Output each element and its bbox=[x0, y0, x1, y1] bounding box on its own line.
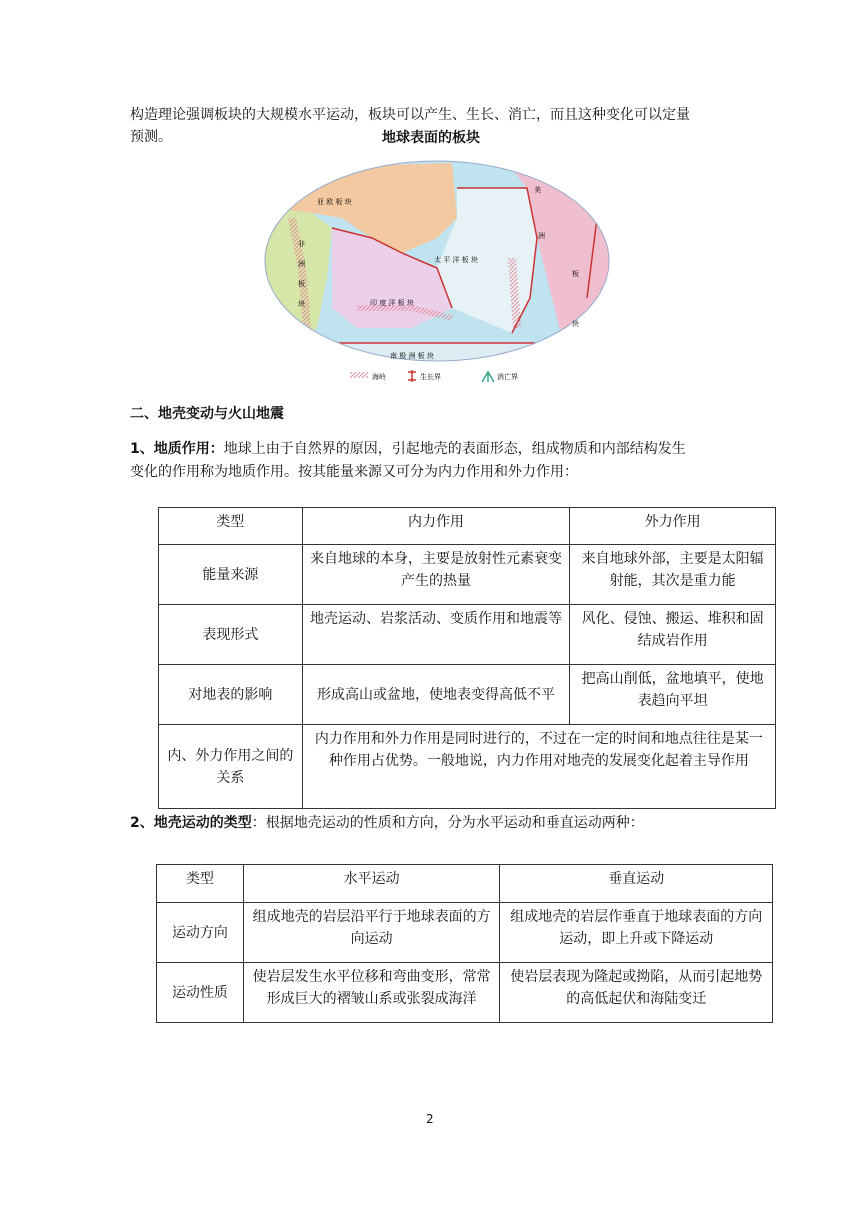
table-row bbox=[159, 725, 776, 809]
geologic-action-table bbox=[158, 507, 776, 809]
paragraph-1-text: 地球上由于自然界的原因，引起地壳的表面形态，组成物质和内部结构发生 bbox=[223, 441, 686, 457]
african-plate-label-3: 板 bbox=[298, 280, 305, 288]
antarctic-plate-label: 南 极 洲 板 块 bbox=[390, 352, 434, 360]
american-plate-label-4: 块 bbox=[572, 320, 579, 328]
table-cell-inner: 来自地球的本身，主要是放射性元素衰变产生的热量 bbox=[302, 545, 570, 605]
table-header-cell: 垂直运动 bbox=[500, 865, 773, 903]
pacific-plate-label: 太 平 洋 板 块 bbox=[434, 256, 478, 264]
american-plate-label-1: 美 bbox=[534, 186, 541, 194]
table-cell-type: 表现形式 bbox=[159, 605, 303, 665]
paragraph-2-label: 2、地壳运动的类型 bbox=[130, 815, 252, 831]
african-plate-label-2: 洲 bbox=[298, 260, 305, 268]
table-cell-type: 内、外力作用之间的关系 bbox=[159, 725, 303, 809]
table-cell-vertical: 使岩层表现为隆起或拗陷，从而引起地势的高低起伏和海陆变迁 bbox=[500, 963, 773, 1023]
paragraph-1-line-2: 变化的作用称为地质作用。按其能量来源又可分为内力作用和外力作用： bbox=[130, 464, 578, 480]
table-header-row bbox=[157, 865, 773, 903]
table-row bbox=[159, 605, 776, 665]
plate-map-graphic bbox=[262, 158, 612, 390]
table-row bbox=[159, 665, 776, 725]
table-cell-type: 对地表的影响 bbox=[159, 665, 303, 725]
intro-line-2: 预测。 bbox=[130, 129, 172, 145]
paragraph-2-text: ：根据地壳运动的性质和方向，分为水平运动和垂直运动两种： bbox=[251, 815, 644, 831]
table-cell-type: 运动性质 bbox=[157, 963, 244, 1023]
eurasian-plate-label: 亚 欧 板 块 bbox=[317, 198, 352, 206]
table-cell-vertical: 组成地壳的岩层作垂直于地球表面的方向运动，即上升或下降运动 bbox=[500, 903, 773, 963]
table-cell-outer: 风化、侵蚀、搬运、堆积和固结成岩作用 bbox=[570, 605, 776, 665]
table-row bbox=[157, 903, 773, 963]
paragraph-2 bbox=[130, 812, 644, 834]
table-cell-horizontal: 使岩层发生水平位移和弯曲变形，常常形成巨大的褶皱山系或张裂成海洋 bbox=[243, 963, 500, 1023]
table-cell-outer: 把高山削低，盆地填平，使地表趋向平坦 bbox=[570, 665, 776, 725]
table-header-cell: 水平运动 bbox=[243, 865, 500, 903]
table-header-cell: 类型 bbox=[157, 865, 244, 903]
ridge-icon bbox=[350, 372, 368, 378]
crustal-movement-table bbox=[156, 864, 773, 1023]
paragraph-1-line-1 bbox=[130, 438, 686, 460]
indian-ocean-plate-label: 印 度 洋 板 块 bbox=[370, 299, 414, 307]
table-cell-outer: 来自地球外部，主要是太阳辐射能，其次是重力能 bbox=[570, 545, 776, 605]
african-plate-label-4: 块 bbox=[298, 300, 305, 308]
intro-line-1: 构造理论强调板块的大规模水平运动，板块可以产生、生长、消亡，而且这种变化可以定量 bbox=[130, 107, 690, 123]
paragraph-1-label: 1、地质作用： bbox=[130, 441, 224, 457]
american-plate-label-3: 板 bbox=[572, 270, 579, 278]
table-row bbox=[157, 963, 773, 1023]
table-header-cell: 类型 bbox=[159, 508, 303, 545]
table-header-cell: 内力作用 bbox=[302, 508, 570, 545]
rift-icon bbox=[408, 370, 416, 382]
table-cell-type: 能量来源 bbox=[159, 545, 303, 605]
legend-trench-label: 消亡界 bbox=[497, 373, 518, 381]
table-header-cell: 外力作用 bbox=[570, 508, 776, 545]
table-header-row bbox=[159, 508, 776, 545]
plate-map bbox=[262, 158, 612, 390]
table-cell-type: 运动方向 bbox=[157, 903, 244, 963]
american-plate-label-2: 洲 bbox=[538, 232, 545, 240]
table-cell-relation: 内力作用和外力作用是同时进行的，不过在一定的时间和地点往往是某一种作用占优势。一般地说，内力作用对地壳的发展变化起着主导作用 bbox=[302, 725, 775, 809]
legend-rift-label: 生长界 bbox=[420, 373, 441, 381]
trench-icon bbox=[482, 372, 494, 382]
table-cell-inner: 地壳运动、岩浆活动、变质作用和地震等 bbox=[302, 605, 570, 665]
table-row bbox=[159, 545, 776, 605]
section-heading: 二、地壳变动与火山地震 bbox=[130, 406, 284, 422]
legend-ridge-label: 海岭 bbox=[372, 373, 386, 381]
african-plate-label-1: 非 bbox=[298, 240, 305, 248]
table-cell-inner: 形成高山或盆地，使地表变得高低不平 bbox=[302, 665, 570, 725]
map-title: 地球表面的板块 bbox=[382, 130, 480, 146]
table-cell-horizontal: 组成地壳的岩层沿平行于地球表面的方向运动 bbox=[243, 903, 500, 963]
page-number: 2 bbox=[426, 1112, 434, 1126]
